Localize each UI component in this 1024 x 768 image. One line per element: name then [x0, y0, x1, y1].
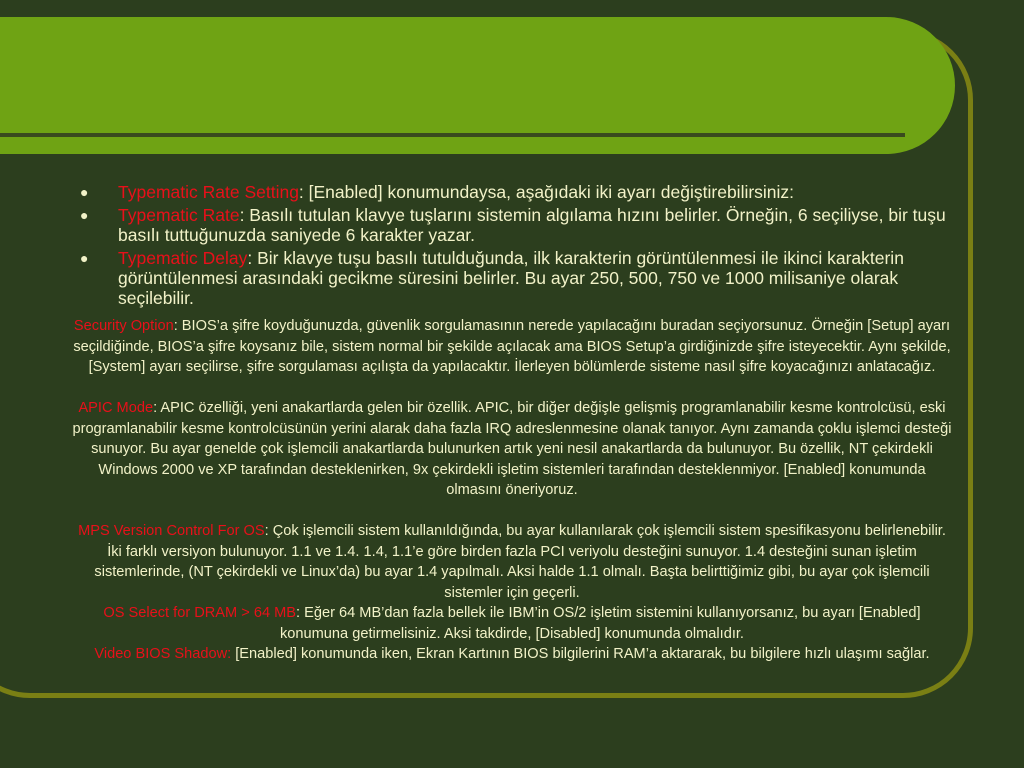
bullet-item [80, 205, 960, 245]
paragraph-term: APIC Mode [78, 400, 154, 416]
paragraph-term: OS Select for DRAM > 64 MB [103, 605, 297, 621]
paragraph-mps-version [70, 521, 954, 603]
bullet-dot-icon: ● [80, 207, 89, 223]
paragraph-text: : Çok işlemcili sistem kullanıldığında, bu ayar kullanılarak çok işlemcili sistem spesifikasyonu belirlenebilir. İki farklı versiyon bulunuyor. 1.1 ve 1.4. 1.4, 1.1’e göre birden fazla PCI veriyolu desteğini sunuyor. 1.4 desteğini sunan işletim sistemlerinde, (NT çekirdekli ve Linux’da) bu ayar 1.4 yapılmalı. Aksi halde 1.1 olmalı. Başta belirttiğimiz gibi, bu ayar çok işlemcili sistemler için geçerli. [94, 523, 946, 601]
paragraph-term: MPS Version Control For OS [78, 523, 265, 539]
bullet-list [80, 182, 960, 311]
paragraph-text: [Enabled] konumunda iken, Ekran Kartının BIOS bilgilerini RAM’a aktararak, bu bilgilere hızlı ulaşımı sağlar. [231, 646, 930, 662]
paragraph-text: : Eğer 64 MB’dan fazla bellek ile IBM’in OS/2 işletim sistemini kullanıyorsanız, bu ayarı [Enabled] konumuna getirmelisiniz. Aksi takdirde, [Disabled] konumunda olmalıdır. [280, 605, 921, 642]
paragraph-os-select [70, 603, 954, 644]
paragraph-term: Video BIOS Shadow: [94, 646, 232, 662]
bullet-term: Typematic Rate [118, 205, 240, 225]
bullet-text: : Basılı tutulan klavye tuşlarını sistemin algılama hızını belirler. Örneğin, 6 seçiliyse, bir tuşu basılı tuttuğunuzda saniyede 6 karakter yazar. [118, 205, 946, 245]
paragraph-security-option [70, 316, 954, 378]
bullet-item [80, 248, 960, 308]
paragraph-text: : APIC özelliği, yeni anakartlarda gelen bir özellik. APIC, bir diğer değişle gelişmiş programlanabilir kesme kontrolcüsü, eski programlanabilir kesme kontrolcüsünün yerini alarak daha fazla IRQ adreslenmesine olanak tanıyor. Aynı zamanda çoklu işlemci desteği sunuyor. Bu ayar genelde çok işlemcili anakartlarda bulunurken artık yeni nesil anakartlarda da bulunuyor. Bu özellik, NT çekirdekli Windows 2000 ve XP tarafından desteklenirken, 9x çekirdekli işletim sistemleri tarafından desteklenmiyor. [Enabled] konumunda olmasını öneriyoruz. [72, 400, 952, 498]
bullet-term: Typematic Rate Setting [118, 182, 299, 202]
paragraph-apic-mode [70, 398, 954, 501]
bullet-text: : Bir klavye tuşu basılı tutulduğunda, ilk karakterin görüntülenmesi ile ikinci karakterin görüntülenmesi arasındaki gecikme süresini belirler. Bu ayar 250, 500, 750 ve 1000 milisaniye olarak seçilebilir. [118, 248, 904, 308]
paragraph-video-bios-shadow [70, 644, 954, 665]
paragraph-term: Security Option [73, 318, 174, 334]
paragraph-text: : BIOS’a şifre koyduğunuzda, güvenlik sorgulamasının nerede yapılacağını buradan seçiyorsunuz. Örneğin [Setup] ayarı seçildiğinde, BIOS’a şifre koysanız bile, sistem normal bir şekilde açılacak ama BIOS Setup’a girdiğinizde şifre isteyecektir. Aynı şekilde, [System] ayarı seçilirse, şifre sorgulaması açılışta da yapılacaktır. İlerleyen bölümlerde sisteme nasıl şifre koyacağınızı anlatacağız. [73, 318, 951, 375]
bullet-item [80, 182, 960, 202]
bullet-text: : [Enabled] konumundaysa, aşağıdaki iki ayarı değiştirebilirsiniz: [298, 182, 795, 202]
bullet-dot-icon: ● [80, 184, 89, 200]
bullet-dot-icon: ● [80, 250, 89, 266]
bullet-term: Typematic Delay [118, 248, 248, 268]
